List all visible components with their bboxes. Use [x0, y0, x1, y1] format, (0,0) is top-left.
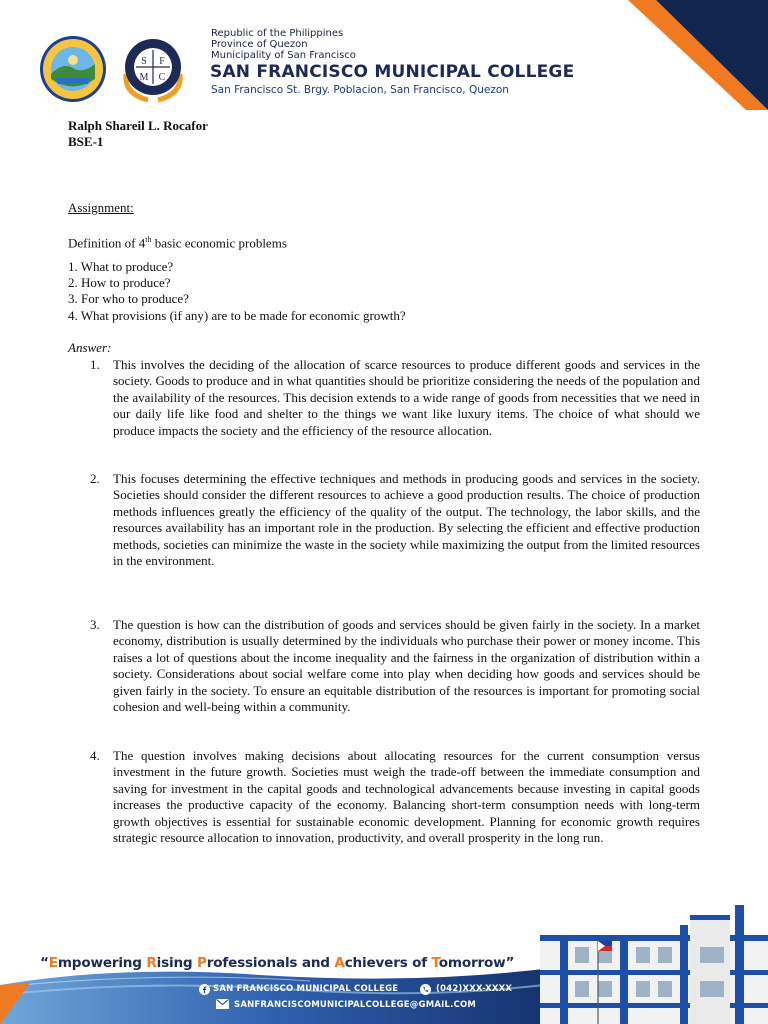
footer-facebook-text: SAN FRANCISCO MUNICIPAL COLLEGE: [213, 984, 399, 994]
question-item: 4. What provisions (if any) are to be made for economic growth?: [68, 308, 406, 323]
footer-phone-text: (042)XXX-XXXX: [436, 984, 513, 994]
facebook-icon: [199, 984, 210, 995]
svg-text:M: M: [139, 72, 149, 83]
definition-suffix: basic economic problems: [151, 235, 287, 251]
phone-icon: [420, 984, 431, 995]
student-name: Ralph Shareil L. Rocafor: [68, 118, 208, 133]
question-item: 1. What to produce?: [68, 259, 174, 274]
header-province: Province of Quezon: [211, 39, 308, 50]
college-address: San Francisco St. Brgy. Poblacion, San Francisco, Quezon: [211, 84, 509, 96]
svg-text:S: S: [141, 56, 147, 67]
answer-paragraph: This focuses determining the effective techniques and methods in producing goods and services in the society. Societies should consider the different resources to achieve a good production results. The choice of production methods influences greatly the efficiency of the quality of the output. The technology, the labor skills, and the resources availability has an important role in the production. By selecting the efficient and effective production methods, societies can minimize the waste in the society while maximizing the output from the limited resources in the environment.: [113, 471, 700, 569]
footer-email-text: SANFRANCISCOMUNICIPALCOLLEGE@GMAIL.COM: [234, 1000, 477, 1010]
definition-prefix: Definition of 4: [68, 235, 146, 251]
definition-sup: th: [145, 235, 152, 244]
slogan-close-quote: ”: [505, 955, 515, 971]
email-icon: [216, 999, 229, 1009]
question-item: 3. For who to produce?: [68, 291, 189, 306]
slogan-letter: E: [48, 955, 58, 971]
header-corner-graphic: [628, 0, 768, 110]
answer-label: Answer:: [68, 340, 112, 355]
assignment-label: Assignment:: [68, 200, 134, 215]
slogan-letter: T: [431, 955, 439, 971]
slogan-word: mpowering: [57, 955, 147, 971]
slogan-word: rofessionals and: [206, 955, 335, 971]
slogan-word: ising: [156, 955, 197, 971]
answer-paragraph: This involves the deciding of the allocation of scarce resources to produce different goods and services in the society. Goods to produce and in what quantities should be prioritize considering the needs of the population and the availability of the resources. This decision extends to a wide range of goods from necessities that we need in our daily life like food and shelter to the things we want like luxury items. The choice of what should we produce impacts the society and the efficiency of the resource allocation.: [113, 357, 700, 438]
answer-number: 1.: [90, 357, 100, 372]
answer-number: 3.: [90, 617, 100, 632]
assignment-definition: [68, 232, 287, 252]
header-republic: Republic of the Philippines: [211, 28, 344, 39]
footer-slogan: [40, 955, 514, 971]
college-seal-logo: [118, 34, 188, 104]
slogan-word: omorrow: [438, 955, 506, 971]
svg-text:F: F: [159, 56, 165, 67]
answer-paragraph: The question involves making decisions about allocating resources for the current consumption versus investment in the future growth. Societies must weigh the trade-off between the immediate consumption and saving for investment in the capital goods and technological advancements because investing in capital goods increases the productive capacity of the economy. Balancing short-term consumption needs with long-term growth objectives is essential for sustainable economic development. Planning for economic growth requires strategic resource allocation to innovation, productivity, and overall prosperity in the long run.: [113, 748, 700, 846]
slogan-letter: P: [197, 955, 207, 971]
question-item: 2. How to produce?: [68, 275, 171, 290]
student-section: BSE-1: [68, 134, 104, 149]
slogan-word: chievers of: [344, 955, 432, 971]
answer-number: 2.: [90, 471, 100, 486]
svg-text:C: C: [158, 72, 166, 83]
header-municipality: Municipality of San Francisco: [211, 50, 356, 61]
slogan-open-quote: “: [40, 955, 49, 971]
answer-paragraph: The question is how can the distribution of goods and services should be given fairly in the society. In a market economy, distribution is usually determined by the individuals who purchase their power or money income. This raises a lot of questions about the income inequality and the fairness in the organization of distribution within a society. Considerations about social welfare come into play when deciding how goods and services should be given fairly in the society. To ensure an equitable distribution of the resources is important for promoting social cohesion and well-being within a community.: [113, 617, 700, 715]
slogan-letter: R: [146, 955, 157, 971]
answer-number: 4.: [90, 748, 100, 763]
municipal-seal-logo: [38, 34, 108, 104]
college-name: SAN FRANCISCO MUNICIPAL COLLEGE: [210, 62, 575, 82]
slogan-letter: A: [334, 955, 345, 971]
